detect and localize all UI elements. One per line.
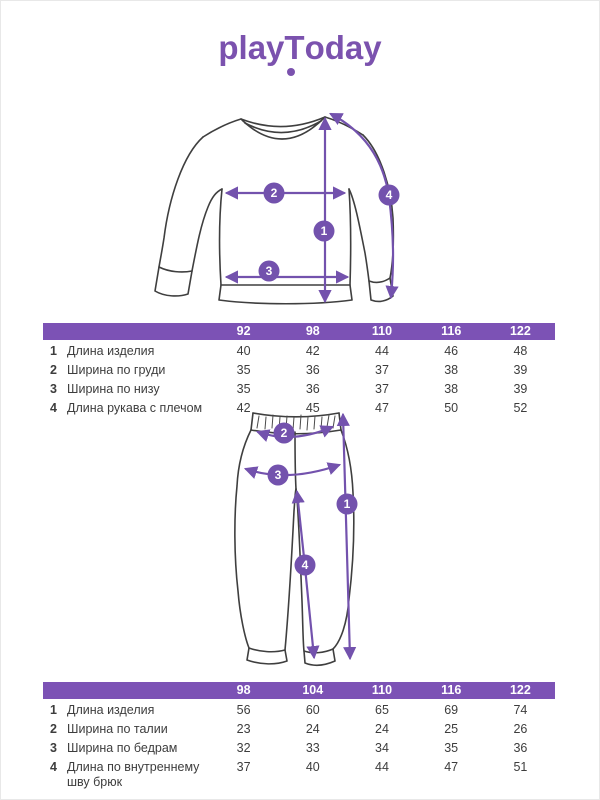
logo-t-glyph: T [284, 29, 305, 66]
row-value: 38 [444, 382, 459, 396]
badge-4 [379, 185, 400, 206]
row-number: 3 [50, 382, 57, 396]
badge-4 [295, 555, 316, 576]
size-column-header: 116 [441, 324, 462, 338]
size-column-header: 110 [371, 683, 393, 697]
table-row [43, 340, 555, 359]
row-label: Длина по внутреннему шву брюк [67, 760, 200, 789]
row-value: 45 [305, 401, 320, 415]
row-label: Ширина по груди [67, 363, 166, 377]
row-label: Длина изделия [67, 344, 155, 358]
row-value: 40 [305, 760, 320, 774]
row-value: 32 [236, 741, 251, 755]
row-value: 51 [513, 760, 528, 774]
badge-1 [314, 221, 335, 242]
size-column-header: 98 [305, 324, 320, 338]
size-column-header: 104 [302, 683, 324, 697]
row-value: 39 [513, 382, 528, 396]
badge-2 [274, 423, 295, 444]
row-value: 25 [444, 722, 459, 736]
badge-2 [264, 183, 285, 204]
row-value: 60 [305, 703, 320, 717]
row-label: Ширина по талии [67, 722, 168, 736]
row-value: 52 [513, 401, 528, 415]
row-value: 56 [236, 703, 251, 717]
row-value: 34 [375, 741, 389, 755]
row-value: 35 [444, 741, 459, 755]
size-column-header: 122 [509, 324, 531, 338]
row-number: 2 [50, 363, 57, 377]
table-row [43, 756, 555, 790]
table-row [43, 737, 555, 756]
row-value: 48 [513, 344, 528, 358]
row-value: 23 [236, 722, 251, 736]
row-value: 47 [444, 760, 459, 774]
badge-3 [268, 465, 289, 486]
row-number: 1 [50, 344, 57, 358]
row-value: 38 [444, 363, 459, 377]
badge-1 [337, 494, 358, 515]
row-label: Ширина по низу [67, 382, 160, 396]
pants-table-header [43, 682, 555, 699]
row-value: 37 [375, 363, 389, 377]
row-value: 40 [236, 344, 251, 358]
row-value: 50 [444, 401, 459, 415]
row-value: 39 [513, 363, 528, 377]
badge-3 [259, 261, 280, 282]
row-value: 37 [236, 760, 251, 774]
row-value: 37 [375, 382, 389, 396]
table-row [43, 718, 555, 737]
pants-diagram [181, 401, 441, 669]
row-value: 46 [444, 344, 459, 358]
row-value: 24 [305, 722, 320, 736]
badge-1-label: 1 [343, 497, 351, 511]
table-row [43, 359, 555, 378]
badge-1-label: 1 [320, 224, 328, 238]
sweatshirt-table-header [43, 323, 555, 340]
row-value: 35 [236, 363, 251, 377]
pants-outline [235, 413, 354, 665]
row-value: 42 [305, 344, 320, 358]
size-column-header: 116 [441, 683, 462, 697]
hip-width-arrow [246, 465, 339, 475]
table-row [43, 699, 555, 718]
row-value: 42 [236, 401, 251, 415]
badge-2-label: 2 [280, 426, 288, 440]
sweatshirt-badges [259, 183, 400, 282]
row-number: 3 [50, 741, 57, 755]
badge-2-label: 2 [270, 186, 278, 200]
pants-measure-arrows [246, 415, 350, 658]
pants-size-table [43, 682, 555, 790]
row-label: Ширина по бедрам [67, 741, 178, 755]
badge-4-label: 4 [385, 188, 393, 202]
size-column-header: 92 [236, 324, 251, 338]
row-value: 35 [236, 382, 251, 396]
size-column-header: 122 [509, 683, 531, 697]
row-label: Длина рукава с плечом [67, 401, 203, 415]
logo-text-pre: play [218, 29, 285, 66]
row-value: 74 [513, 703, 528, 717]
size-column-header: 98 [236, 683, 251, 697]
row-value: 69 [444, 703, 459, 717]
row-value: 44 [375, 760, 389, 774]
row-number: 4 [50, 401, 57, 415]
table-row [43, 378, 555, 397]
size-column-header: 110 [371, 324, 393, 338]
row-number: 1 [50, 703, 57, 717]
logo-dot-icon [287, 68, 295, 76]
row-value: 47 [375, 401, 389, 415]
badge-3-label: 3 [265, 264, 273, 278]
logo-text-post: oday [304, 29, 382, 66]
row-label: Длина изделия [67, 703, 155, 717]
playtoday-logo [1, 29, 599, 67]
badge-3-label: 3 [274, 468, 282, 482]
row-value: 36 [305, 382, 320, 396]
row-value: 36 [305, 363, 320, 377]
row-value: 24 [375, 722, 389, 736]
row-value: 33 [305, 741, 320, 755]
row-value: 44 [375, 344, 389, 358]
row-value: 36 [513, 741, 528, 755]
badge-4-label: 4 [301, 558, 309, 572]
row-value: 65 [375, 703, 389, 717]
row-number: 2 [50, 722, 57, 736]
row-value: 26 [513, 722, 528, 736]
logo-letter-t [284, 29, 304, 67]
sleeve-length-arrow [331, 114, 393, 297]
row-number: 4 [50, 760, 57, 774]
sweatshirt-diagram [141, 93, 461, 315]
